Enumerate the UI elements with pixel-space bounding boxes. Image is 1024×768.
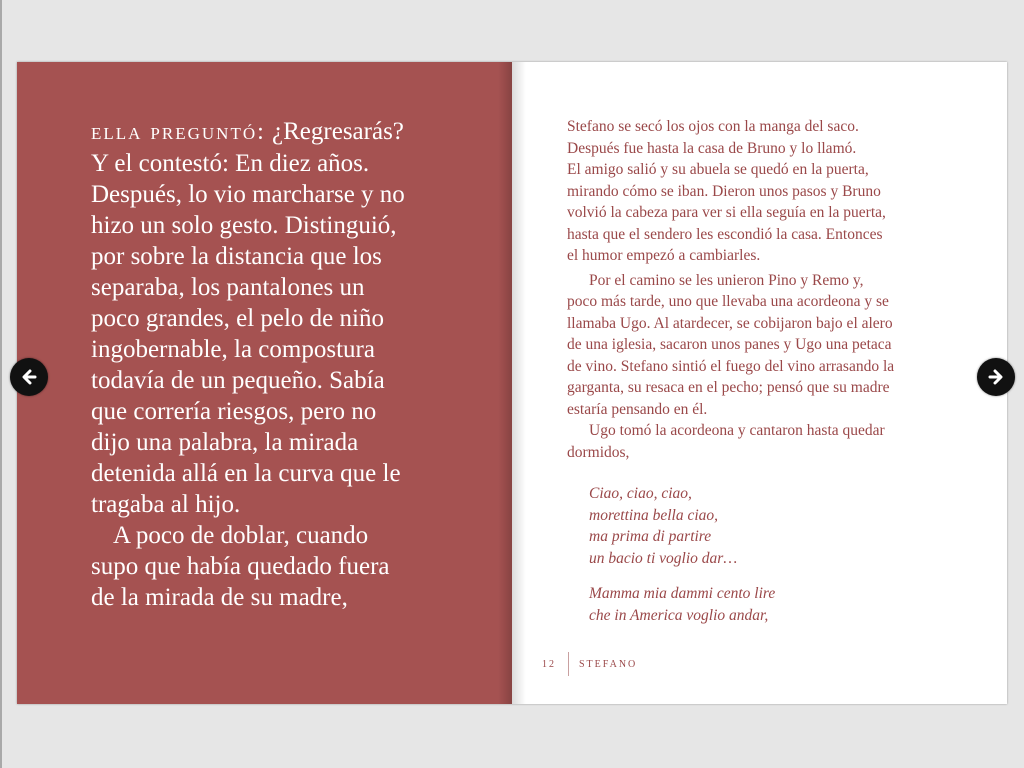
text-line: todavía de un pequeño. Sabía bbox=[91, 367, 385, 394]
page-footer bbox=[542, 652, 637, 676]
text-line: por sobre la distancia que los bbox=[91, 243, 382, 270]
poem-stanza-1 bbox=[589, 483, 737, 569]
left-page-text bbox=[91, 116, 481, 613]
text-line: ingobernable, la compostura bbox=[91, 336, 375, 363]
right-page bbox=[512, 62, 1007, 704]
text-line: dijo una palabra, la mirada bbox=[91, 429, 359, 456]
poem-stanza-2 bbox=[589, 583, 775, 626]
poem-line: morettina bella ciao, bbox=[589, 506, 719, 524]
text-line: el humor empezó a cambiarles. bbox=[567, 247, 761, 264]
text-line: de la mirada de su madre, bbox=[91, 584, 348, 611]
text-line: estaría pensando en él. bbox=[567, 400, 708, 418]
text-line: llamaba Ugo. Al atardecer, se cobijaron bajo el alero bbox=[567, 314, 893, 332]
poem-line: Mamma mia dammi cento lire bbox=[589, 585, 776, 602]
text-line: supo que había quedado fuera bbox=[91, 553, 390, 580]
text-fragment: ¿Regresarás? bbox=[265, 118, 404, 145]
footer-divider bbox=[568, 652, 569, 676]
window-edge bbox=[0, 0, 2, 768]
text-line: Stefano se secó los ojos con la manga del saco. bbox=[567, 118, 859, 135]
arrow-left-icon bbox=[19, 367, 39, 387]
text-line: Ugo tomó la acordeona y cantaron hasta quedar bbox=[589, 422, 885, 439]
poem-line: Ciao, ciao, ciao, bbox=[589, 485, 692, 502]
poem-line: un bacio ti voglio dar… bbox=[589, 549, 738, 567]
text-line bbox=[91, 116, 481, 148]
text-line: tragaba al hijo. bbox=[91, 491, 241, 518]
text-line: que correría riesgos, pero no bbox=[91, 398, 377, 425]
text-line: de vino. Stefano sintió el fuego del vino arrasando la bbox=[567, 357, 895, 375]
chapter-lead-in: ella preguntó: bbox=[91, 119, 266, 145]
text-line: dormidos, bbox=[567, 443, 630, 461]
text-line: de una iglesia, sacaron unos panes y Ugo una petaca bbox=[567, 336, 892, 353]
next-page-button[interactable] bbox=[977, 358, 1015, 396]
text-line: El amigo salió y su abuela se quedó en la puerta, bbox=[567, 161, 869, 178]
text-line: A poco de doblar, cuando bbox=[113, 522, 369, 549]
running-title: STEFANO bbox=[579, 658, 638, 670]
text-line: garganta, su resaca en el pecho; pensó que su madre bbox=[567, 379, 890, 396]
text-line: Por el camino se les unieron Pino y Remo y, bbox=[589, 271, 864, 289]
page-number: 12 bbox=[542, 658, 556, 670]
text-line: volvió la cabeza para ver si ella seguía en la puerta, bbox=[567, 204, 886, 221]
text-line: poco más tarde, uno que llevaba una acordeona y se bbox=[567, 293, 889, 310]
text-line: Después fue hasta la casa de Bruno y lo llamó. bbox=[567, 139, 857, 157]
text-line: detenida allá en la curva que le bbox=[91, 460, 401, 487]
poem-line: ma prima di partire bbox=[589, 528, 712, 545]
book-spread bbox=[17, 62, 1007, 704]
text-line: Después, lo vio marcharse y no bbox=[91, 181, 405, 208]
arrow-right-icon bbox=[986, 367, 1006, 387]
previous-page-button[interactable] bbox=[10, 358, 48, 396]
text-line: poco grandes, el pelo de niño bbox=[91, 305, 384, 332]
left-page bbox=[17, 62, 512, 704]
text-line: Y el contestó: En diez años. bbox=[91, 150, 370, 177]
right-page-text bbox=[567, 116, 987, 463]
poem-line: che in America voglio andar, bbox=[589, 606, 769, 624]
text-line: separaba, los pantalones un bbox=[91, 274, 365, 301]
text-line: hasta que el sendero les escondió la casa. Entonces bbox=[567, 225, 883, 243]
text-line: mirando cómo se iban. Dieron unos pasos y Bruno bbox=[567, 182, 881, 200]
text-line: hizo un solo gesto. Distinguió, bbox=[91, 212, 397, 239]
